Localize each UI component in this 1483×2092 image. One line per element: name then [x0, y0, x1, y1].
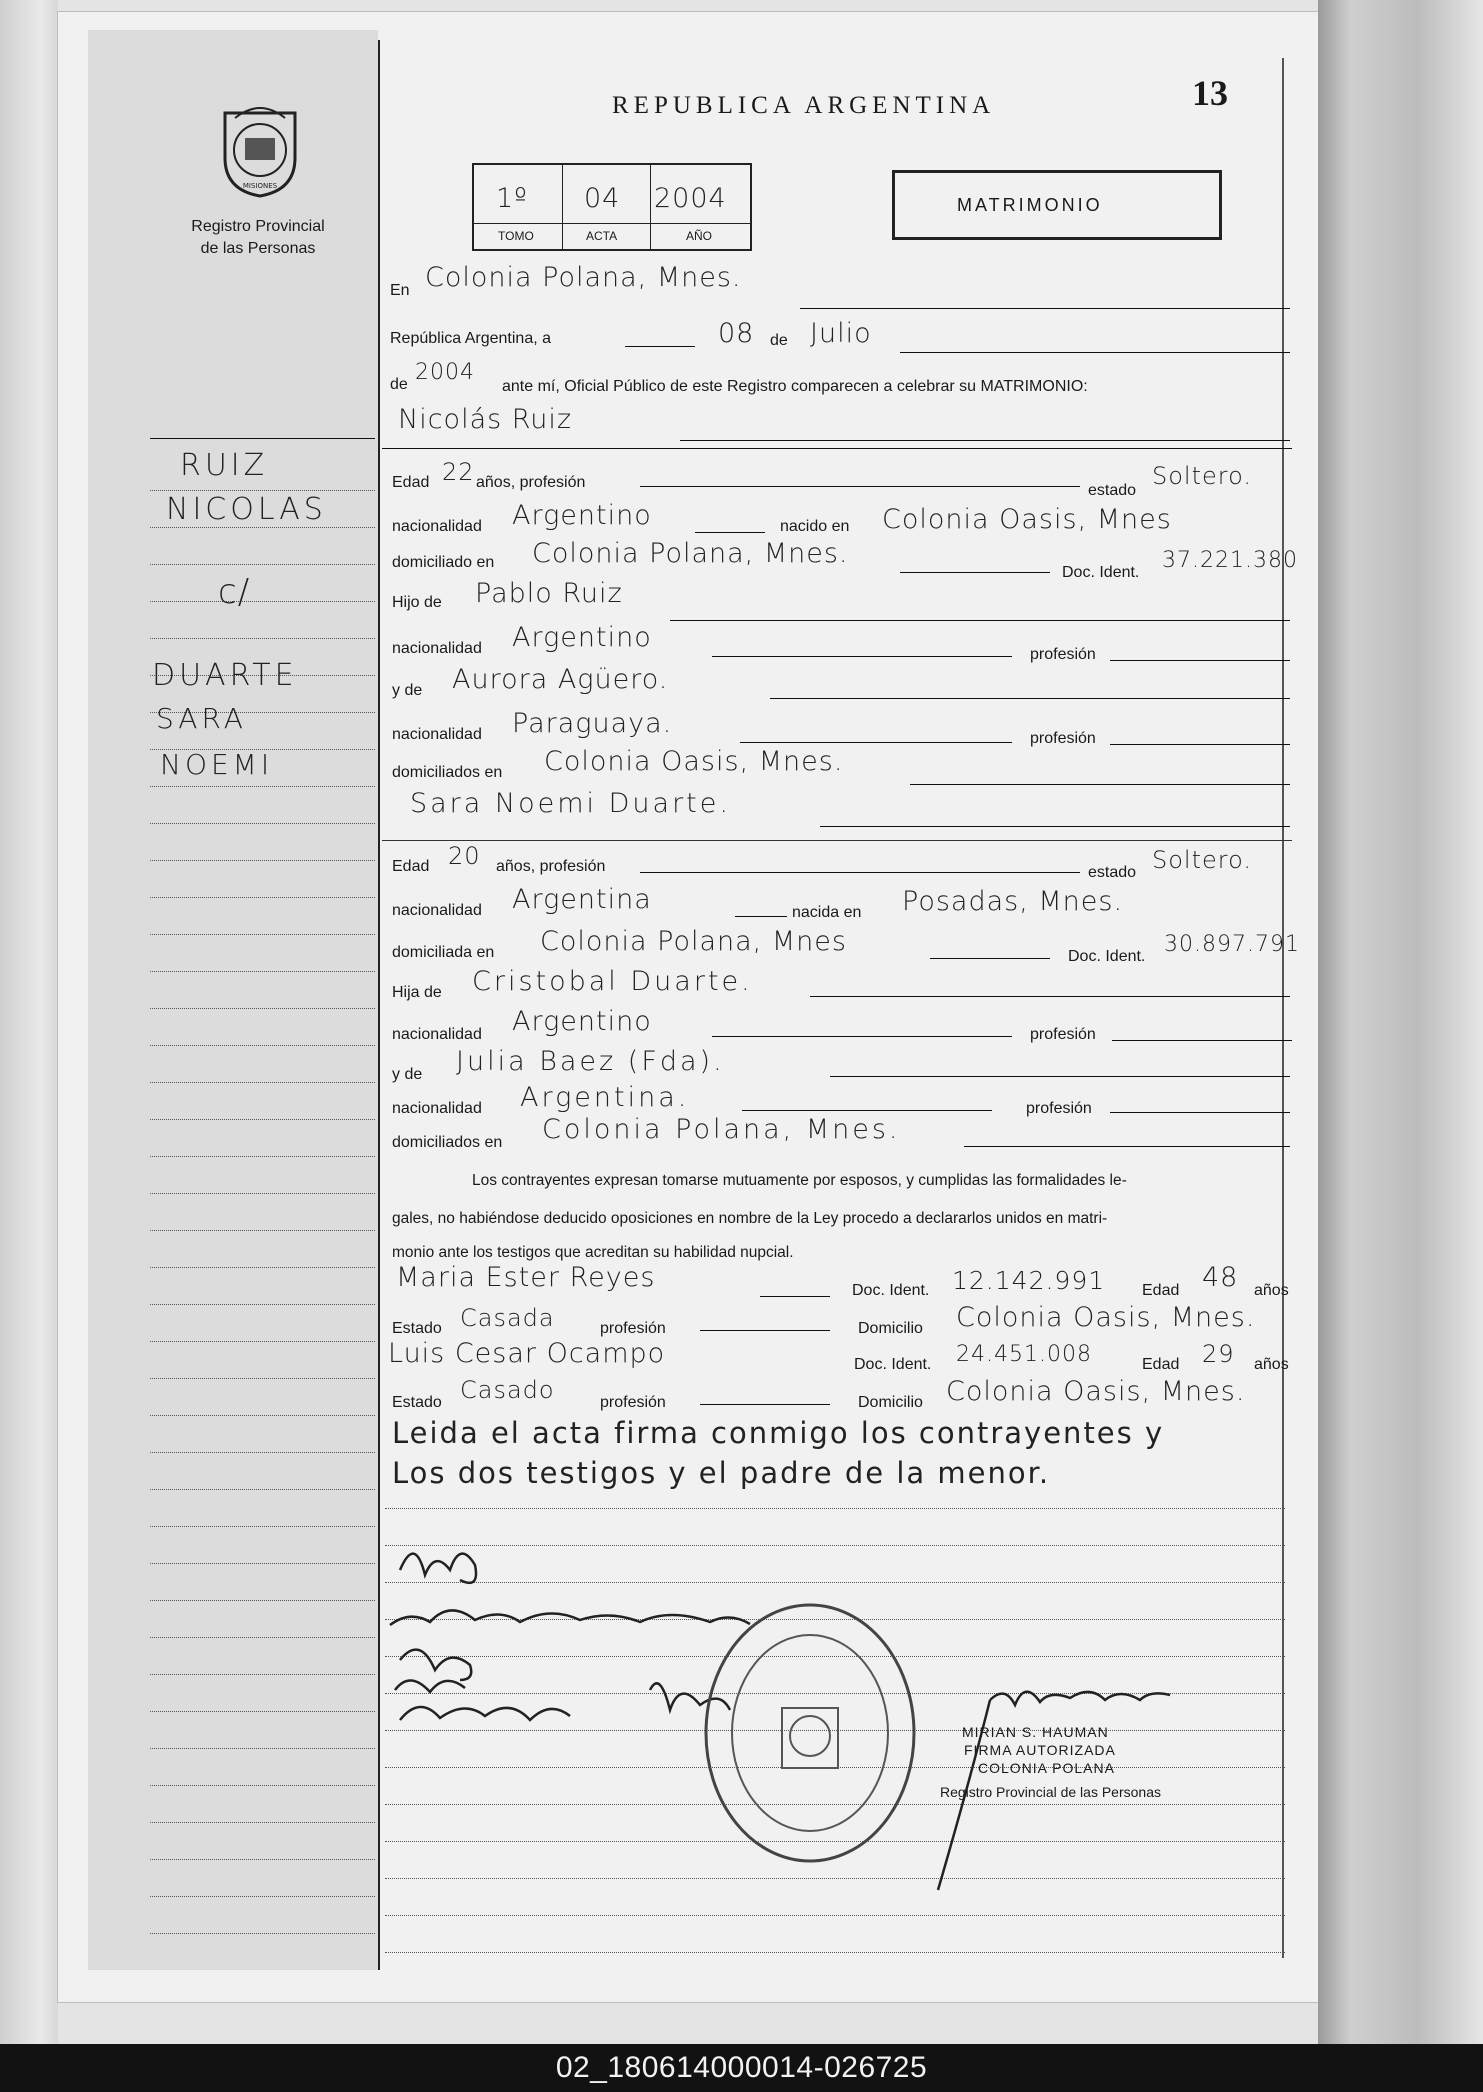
label-nacida-en: nacida en	[792, 904, 862, 921]
label-anos-profesion: años, profesión	[496, 858, 606, 875]
record-number-box	[472, 163, 752, 251]
margin-note-bride-given1: SARA	[156, 702, 247, 735]
label-domicilio: Domicilio	[858, 1320, 923, 1337]
margin-rule-line	[150, 1415, 375, 1416]
label-nacionalidad: nacionalidad	[392, 640, 482, 657]
witness2-doc: 24.451.008	[956, 1342, 1092, 1367]
registry-name-line1: Registro Provincial	[191, 218, 325, 235]
registry-name-line2: de las Personas	[200, 240, 316, 257]
margin-rule-line	[150, 1526, 375, 1527]
bride-nationality: Argentina	[512, 884, 652, 915]
label-edad-short: Edad	[1142, 1356, 1180, 1373]
label-en: En	[390, 282, 410, 299]
label-de-year: de	[390, 376, 408, 393]
groom-estado: Soltero.	[1152, 462, 1252, 490]
witness2-domicilio: Colonia Oasis, Mnes.	[946, 1376, 1246, 1407]
rule	[800, 308, 1290, 309]
margin-rule-line	[150, 1156, 375, 1157]
margin-rule-line	[150, 1230, 375, 1231]
doc-type-box	[892, 170, 1222, 240]
label-nacionalidad: nacionalidad	[392, 1026, 482, 1043]
margin-rule-line	[150, 1637, 375, 1638]
closing-line1: Leida el acta firma conmigo los contrayentes y	[392, 1416, 1165, 1450]
book-spine	[0, 0, 58, 2044]
margin-column	[88, 30, 378, 1970]
label-nacionalidad: nacionalidad	[392, 1100, 482, 1117]
tomo-value: 1º	[496, 183, 528, 214]
rule	[680, 440, 1290, 441]
witness2-name: Luis Cesar Ocampo	[388, 1338, 666, 1369]
groom-father-nat: Argentino	[512, 622, 652, 653]
margin-rule-line	[150, 1341, 375, 1342]
margin-rule-line	[150, 1896, 375, 1897]
rule	[964, 1146, 1290, 1147]
margin-rule-line	[150, 1489, 375, 1490]
rule	[625, 346, 695, 347]
blank-rule-line	[385, 1952, 1285, 1953]
closing-line2: Los dos testigos y el padre de la menor.	[392, 1456, 1051, 1490]
margin-rule-line	[150, 1267, 375, 1268]
rule	[700, 1330, 830, 1331]
rule	[910, 784, 1290, 785]
rule	[1112, 1040, 1292, 1041]
margin-rule-line	[150, 638, 375, 639]
bride-mother-nat: Argentina.	[520, 1082, 690, 1113]
label-edad: Edad	[392, 858, 430, 875]
rule	[712, 656, 1012, 657]
rule	[1110, 744, 1290, 745]
margin-rule-line	[150, 1378, 375, 1379]
margin-note-bride-surname: DUARTE	[152, 658, 298, 693]
margin-rule-line	[150, 1008, 375, 1009]
rule	[740, 742, 1012, 743]
groom-father: Pablo Ruiz	[475, 578, 623, 609]
official-signature-image	[930, 1660, 1210, 1900]
margin-rule-line	[150, 1785, 375, 1786]
label-domiciliados-en: domiciliados en	[392, 1134, 503, 1151]
bride-domicile: Colonia Polana, Mnes	[540, 926, 847, 957]
label-republica: República Argentina, a	[390, 330, 551, 347]
rule	[735, 916, 787, 917]
groom-born-in: Colonia Oasis, Mnes	[882, 504, 1172, 535]
margin-note-surname: RUIZ	[180, 448, 269, 483]
margin-rule-line	[150, 564, 375, 565]
witness1-age: 48	[1202, 1262, 1239, 1293]
margin-note-con: c/	[218, 572, 251, 612]
act-month: Julio	[810, 318, 872, 349]
label-profesion: profesión	[600, 1320, 666, 1337]
label-anos: años	[1254, 1282, 1289, 1299]
label-profesion: profesión	[1030, 730, 1096, 747]
bride-age: 20	[448, 842, 481, 870]
rule	[1110, 1112, 1290, 1113]
rule	[640, 486, 1080, 487]
margin-rule	[150, 438, 375, 439]
groom-domicile: Colonia Polana, Mnes.	[532, 538, 849, 569]
label-profesion: profesión	[1026, 1100, 1092, 1117]
label-hijo-de: Hijo de	[392, 594, 442, 611]
tomo-label: TOMO	[498, 229, 534, 243]
page-edge	[1318, 0, 1483, 2044]
label-profesion: profesión	[600, 1394, 666, 1411]
official-title: FIRMA AUTORIZADA	[964, 1742, 1116, 1758]
margin-rule-line	[150, 1119, 375, 1120]
margin-rule-line	[150, 1304, 375, 1305]
right-border	[1282, 58, 1284, 1958]
acta-value: 04	[584, 183, 621, 214]
rule	[640, 872, 1080, 873]
groom-parents-domicile: Colonia Oasis, Mnes.	[544, 746, 844, 777]
label-domiciliada-en: domiciliada en	[392, 944, 495, 961]
label-domicilio: Domicilio	[858, 1394, 923, 1411]
margin-rule-line	[150, 971, 375, 972]
rule	[700, 1404, 830, 1405]
label-doc-ident: Doc. Ident.	[852, 1282, 930, 1299]
margin-rule-line	[150, 860, 375, 861]
label-edad: Edad	[392, 474, 430, 491]
witness1-estado: Casada	[460, 1304, 555, 1332]
groom-mother-nat: Paraguaya.	[512, 708, 673, 739]
declaration-line1: Los contrayentes expresan tomarse mutuamente por esposos, y cumplidas las formalidades le-	[472, 1172, 1127, 1189]
image-id-footer: 02_180614000014-026725	[0, 2044, 1483, 2092]
label-profesion: profesión	[1030, 1026, 1096, 1043]
margin-rule-line	[150, 1859, 375, 1860]
blank-rule-line	[385, 1915, 1285, 1916]
rule	[900, 572, 1050, 573]
anio-label: AÑO	[686, 229, 713, 243]
margin-rule-line	[150, 1674, 375, 1675]
official-registry: Registro Provincial de las Personas	[940, 1784, 1161, 1800]
label-nacionalidad: nacionalidad	[392, 726, 482, 743]
country-title: REPUBLICA ARGENTINA	[612, 92, 996, 119]
margin-rule-line	[150, 527, 375, 528]
coat-of-arms-icon	[215, 98, 305, 198]
label-estado-cap: Estado	[392, 1394, 442, 1411]
label-anos-profesion: años, profesión	[476, 474, 586, 491]
bride-doc: 30.897.791	[1164, 932, 1300, 957]
bride-born-in: Posadas, Mnes.	[902, 886, 1124, 917]
margin-rule-line	[150, 490, 375, 491]
label-doc-ident: Doc. Ident.	[1068, 948, 1146, 965]
groom-nationality: Argentino	[512, 500, 652, 531]
margin-rule-line	[150, 1193, 375, 1194]
act-year: 2004	[415, 360, 475, 385]
margin-rule-line	[150, 1452, 375, 1453]
label-y-de: y de	[392, 1066, 423, 1083]
label-domiciliado-en: domiciliado en	[392, 554, 495, 571]
witness1-name: Maria Ester Reyes	[396, 1262, 656, 1293]
margin-rule-line	[150, 601, 375, 602]
official-place: COLONIA POLANA	[978, 1760, 1115, 1776]
bride-name: Sara Noemi Duarte.	[410, 788, 731, 819]
rule	[820, 826, 1290, 827]
label-profesion: profesión	[1030, 646, 1096, 663]
rule	[695, 532, 765, 533]
groom-mother: Aurora Agüero.	[452, 664, 669, 695]
witness2-age: 29	[1202, 1340, 1235, 1368]
label-estado: estado	[1088, 864, 1137, 881]
margin-note-bride-given2: NOEMI	[160, 748, 274, 781]
margin-rule-line	[150, 1933, 375, 1934]
margin-rule-line	[150, 1563, 375, 1564]
label-estado-cap: Estado	[392, 1320, 442, 1337]
groom-doc: 37.221.380	[1162, 548, 1298, 573]
label-estado: estado	[1088, 482, 1137, 499]
groom-name: Nicolás Ruiz	[398, 404, 573, 435]
margin-rule-line	[150, 1748, 375, 1749]
bride-father: Cristobal Duarte.	[472, 966, 753, 997]
label-hija-de: Hija de	[392, 984, 442, 1001]
rule	[770, 698, 1290, 699]
rule	[712, 1036, 1012, 1037]
bride-parents-domicile: Colonia Polana, Mnes.	[542, 1114, 901, 1145]
label-anos: años	[1254, 1356, 1289, 1373]
label-nacionalidad: nacionalidad	[392, 902, 482, 919]
doc-type: MATRIMONIO	[957, 195, 1103, 215]
acta-label: ACTA	[586, 229, 618, 243]
witness1-domicilio: Colonia Oasis, Mnes.	[956, 1302, 1256, 1333]
margin-rule-line	[150, 897, 375, 898]
label-nacionalidad: nacionalidad	[392, 518, 482, 535]
registry-seal-icon	[700, 1598, 920, 1868]
margin-rule-line	[150, 934, 375, 935]
rule	[670, 620, 1290, 621]
svg-text:MISIONES: MISIONES	[242, 182, 278, 190]
margin-rule-line	[150, 823, 375, 824]
act-place: Colonia Polana, Mnes.	[425, 262, 742, 293]
label-edad-short: Edad	[1142, 1282, 1180, 1299]
witness2-estado: Casado	[460, 1376, 555, 1404]
margin-note-given: NICOLAS	[166, 492, 327, 527]
margin-rule-line	[150, 1822, 375, 1823]
rule	[1110, 660, 1290, 661]
rule	[900, 352, 1290, 353]
margin-rule-line	[150, 1600, 375, 1601]
declaration-line3: monio ante los testigos que acreditan su habilidad nupcial.	[392, 1244, 794, 1261]
label-de-mes: de	[770, 332, 788, 349]
official-name: MIRIAN S. HAUMAN	[962, 1724, 1109, 1740]
blank-rule-line	[385, 1508, 1285, 1509]
groom-age: 22	[442, 458, 475, 486]
page-number: 13	[1192, 73, 1228, 113]
rule	[830, 1076, 1290, 1077]
label-ante: ante mí, Oficial Público de este Registro comparecen a celebrar su MATRIMONIO:	[502, 378, 1088, 395]
rule	[810, 996, 1290, 997]
margin-rule-line	[150, 786, 375, 787]
rule	[382, 448, 1292, 449]
bride-estado: Soltero.	[1152, 846, 1252, 874]
margin-rule-line	[150, 1082, 375, 1083]
bride-mother: Julia Baez (Fda).	[456, 1046, 725, 1077]
label-doc-ident: Doc. Ident.	[854, 1356, 932, 1373]
act-day: 08	[718, 318, 755, 349]
bride-father-nat: Argentino	[512, 1006, 652, 1037]
section-rule	[382, 840, 1292, 841]
declaration-line2: gales, no habiéndose deducido oposiciones en nombre de la Ley procedo a declararlos unidos en matri-	[392, 1210, 1108, 1227]
rule	[742, 1110, 992, 1111]
margin-rule-line	[150, 1711, 375, 1712]
label-domiciliados-en: domiciliados en	[392, 764, 503, 781]
label-nacido-en: nacido en	[780, 518, 850, 535]
rule	[930, 958, 1050, 959]
anio-value: 2004	[654, 183, 727, 214]
witness1-doc: 12.142.991	[952, 1266, 1106, 1295]
margin-rule-line	[150, 1045, 375, 1046]
label-y-de: y de	[392, 682, 423, 699]
rule	[760, 1296, 830, 1297]
label-doc-ident: Doc. Ident.	[1062, 564, 1140, 581]
